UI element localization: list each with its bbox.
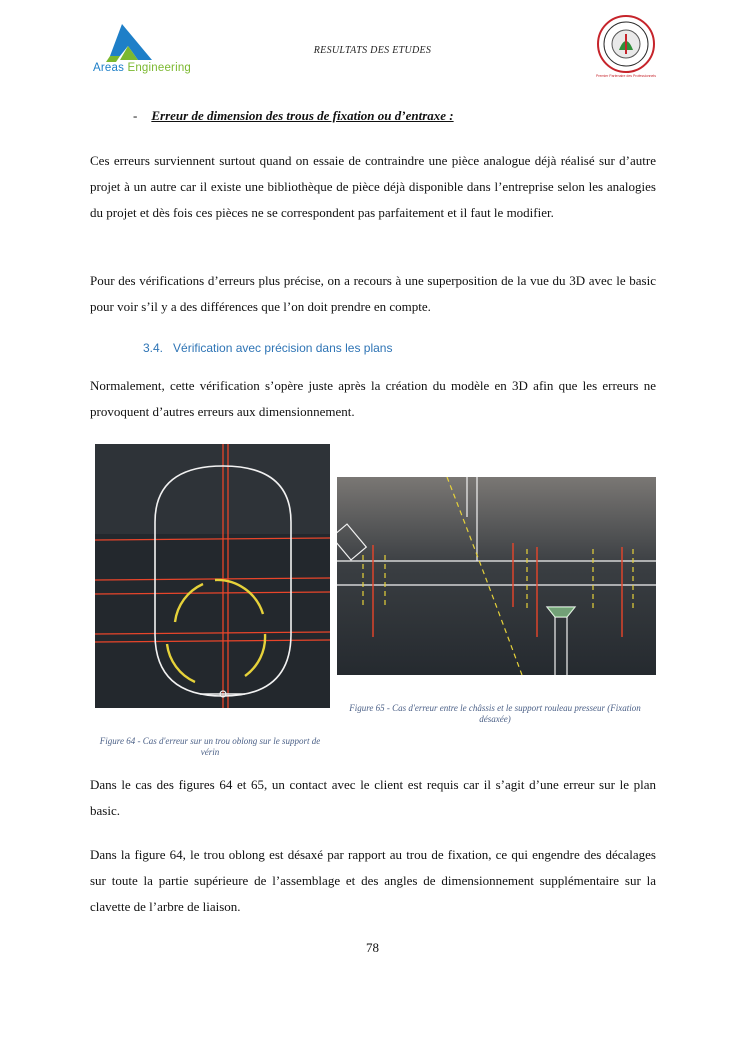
bullet-heading	[133, 108, 454, 124]
paragraph-1: Ces erreurs surviennent surtout quand on essaie de contraindre une pièce analogue déjà réalisé sur d’autre projet à un autre car il existe une bibliothèque de pièce déjà disponible dans l’entreprise selon les analogies du projet et dès fois ces pièces ne se correspondent pas parfaitement et il faut le modifier.	[90, 153, 656, 220]
paragraph-2: Pour des vérifications d’erreurs plus précise, on a recours à une superposition de la vue du 3D avec le basic pour voir s’il y a des différences que l’on doit prendre en compte.	[90, 273, 656, 314]
logo-wordmark-areas: Areas	[93, 62, 125, 74]
figure-65-image	[337, 477, 656, 675]
figure-64-image	[95, 444, 330, 708]
figure-64-caption: Figure 64 - Cas d'erreur sur un trou oblong sur le support de vérin	[99, 736, 321, 757]
section-heading	[143, 341, 392, 355]
paragraph-3: Normalement, cette vérification s’opère juste après la création du modèle en 3D afin que les erreurs ne provoquent d’autres erreurs aux dimensionnement.	[90, 378, 656, 419]
bullet-dash: -	[133, 108, 138, 123]
paragraph-4: Dans le cas des figures 64 et 65, un contact avec le client est requis car il s’agit d’une erreur sur le plan basic.	[90, 777, 656, 818]
figure-65-caption: Figure 65 - Cas d'erreur entre le châssis et le support rouleau presseur (Fixation désaxée)	[349, 703, 641, 724]
page-header-title: RESULTATS DES ETUDES	[313, 45, 432, 56]
paragraph-5: Dans la figure 64, le trou oblong est désaxé par rapport au trou de fixation, ce qui engendre des décalages sur toute la partie supérieure de l’assemblage et des angles de dimensionnement supplémentaire sur la clavette de l’arbre de liaison.	[90, 847, 656, 914]
seal-caption: Premier Partenaire des Professionnels	[596, 74, 656, 78]
logo-wordmark-engineering: Engineering	[127, 62, 192, 74]
section-title: Vérification avec précision dans les plans	[173, 341, 393, 355]
logo-wordmark	[93, 62, 191, 74]
bullet-heading-title: Erreur de dimension des trous de fixation ou d’entraxe :	[151, 108, 454, 123]
section-number: 3.4.	[143, 341, 164, 355]
page-number: 78	[366, 940, 379, 955]
